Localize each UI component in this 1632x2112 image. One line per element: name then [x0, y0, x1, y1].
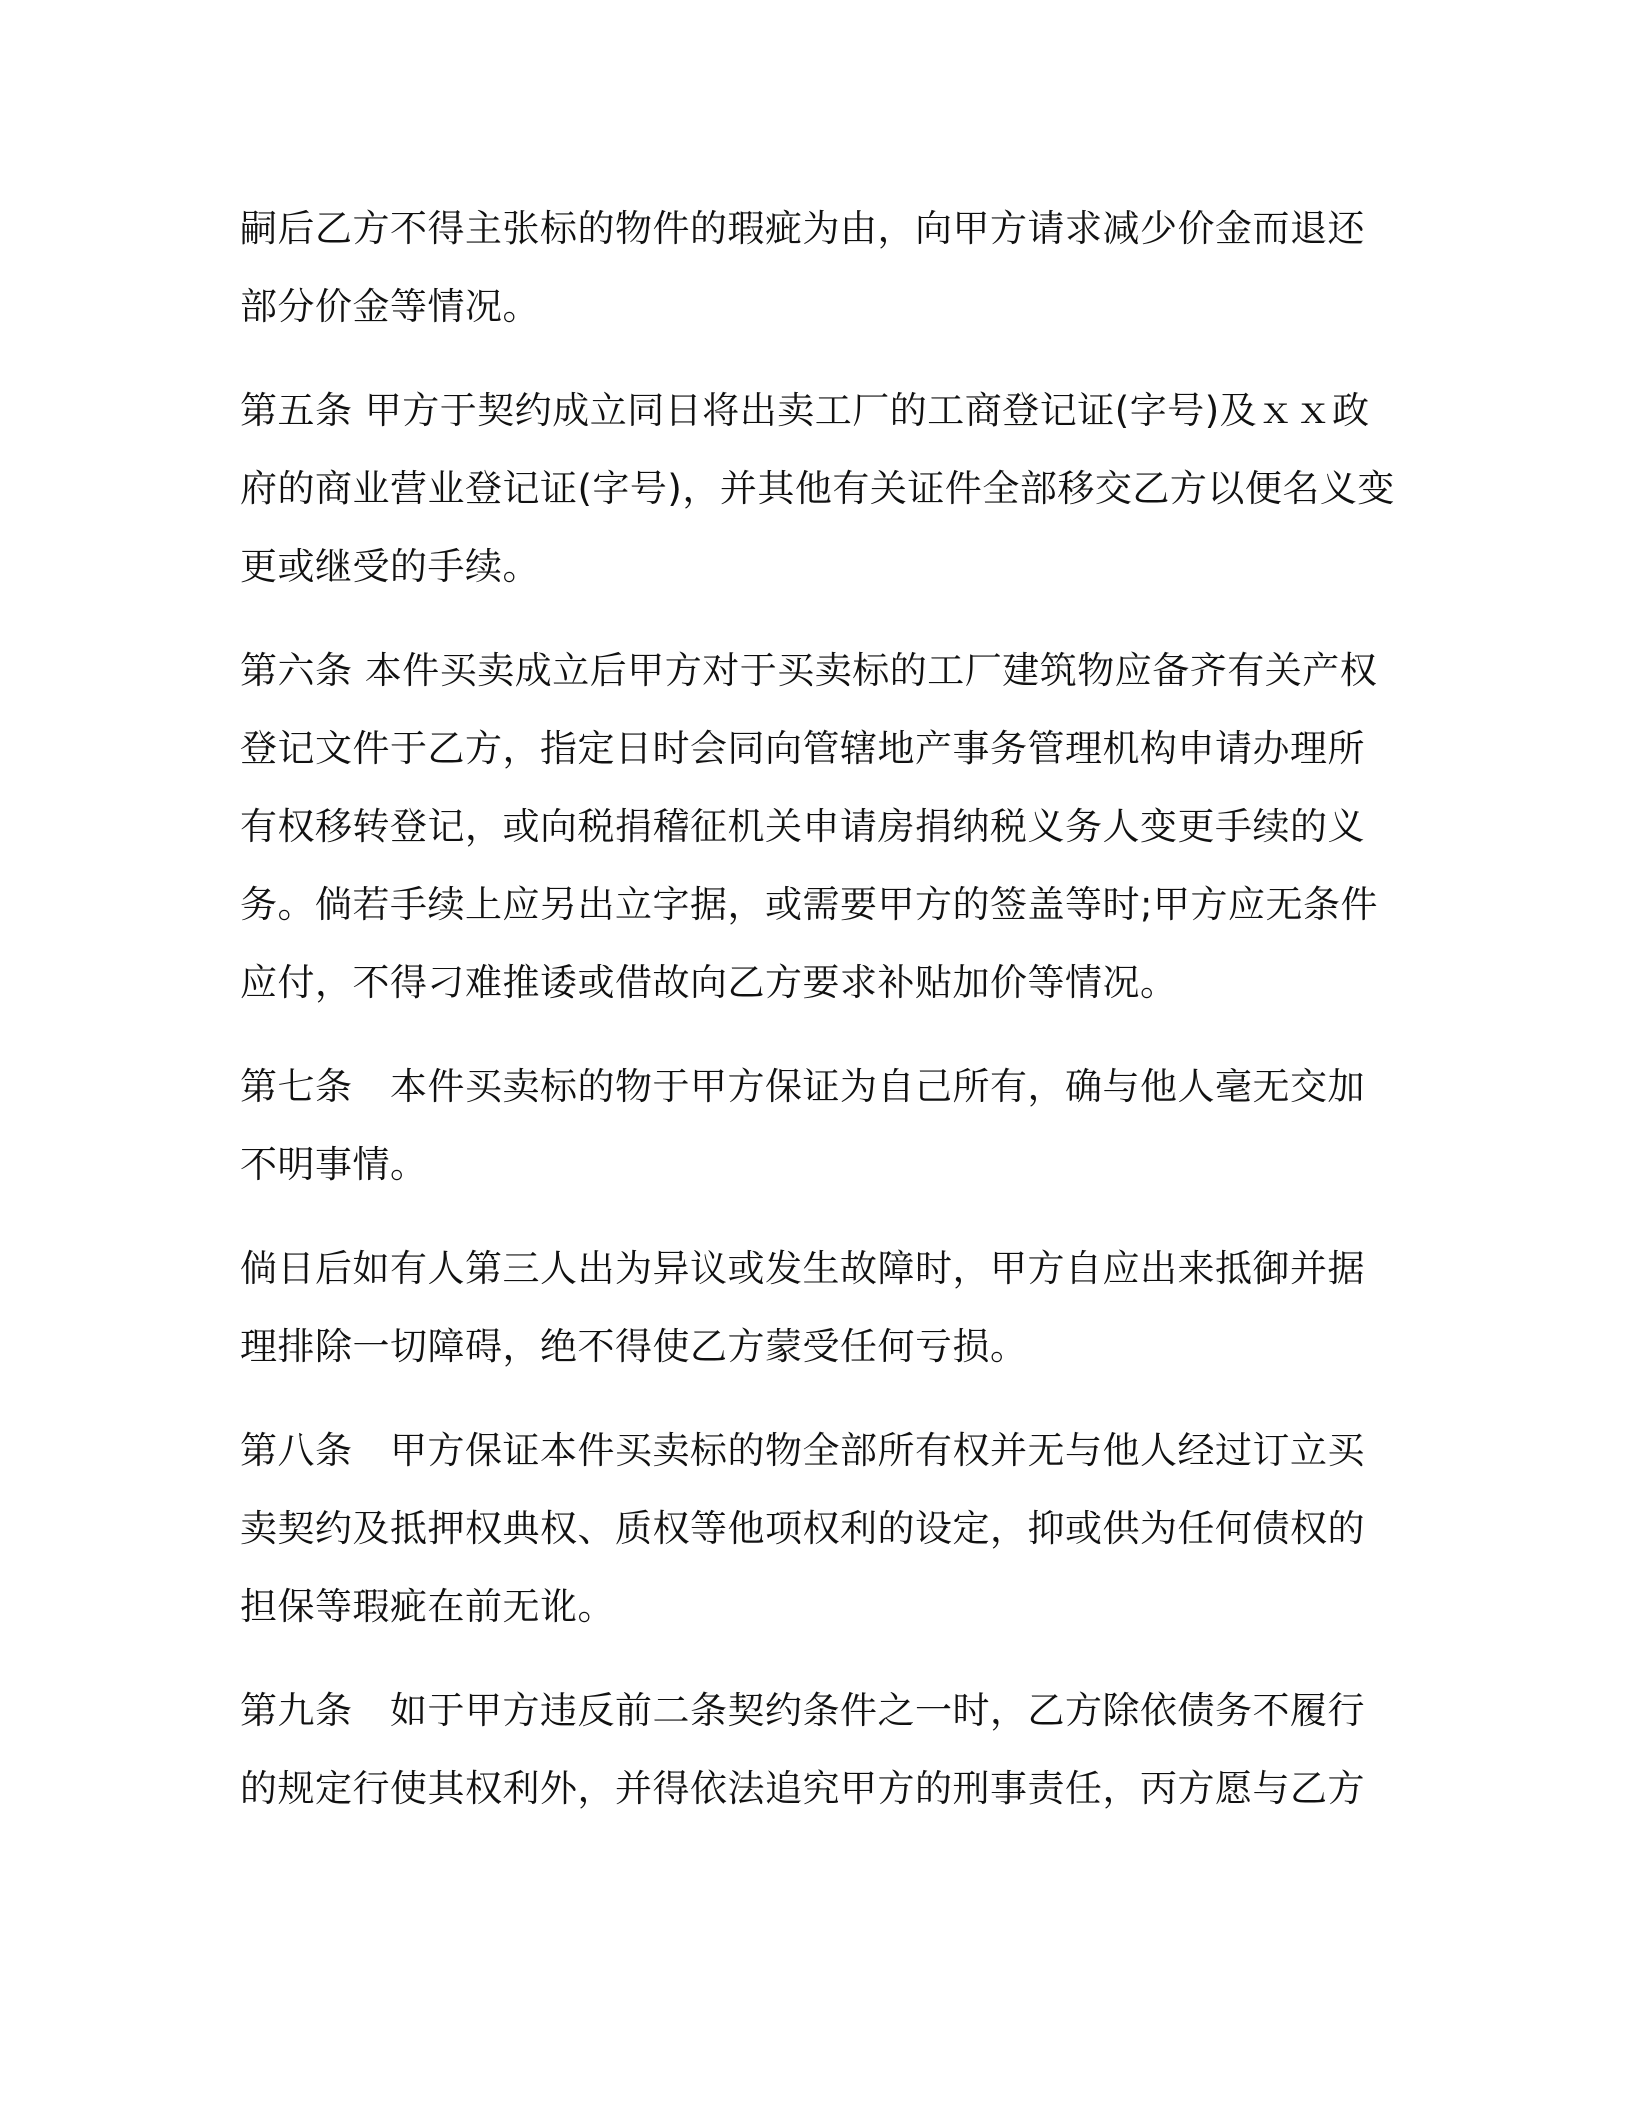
- paragraph-article-5: 第五条 甲方于契约成立同日将出卖工厂的工商登记证(字号)及ｘｘ政府的商业营业登记证(字号)，并其他有关证件全部移交乙方以便名义变更或继受的手续。: [240, 389, 1395, 588]
- paragraph-article-6: 第六条 本件买卖成立后甲方对于买卖标的工厂建筑物应备齐有关产权登记文件于乙方，指定日时会同向管辖地产事务管理机构申请办理所有权移转登记，或向税捐稽征机关申请房捐纳税义务人变更手续的义务。倘若手续上应另出立字据，或需要甲方的签盖等时;甲方应无条件应付，不得刁难推诿或借故向乙方要求补贴加价等情况。: [240, 649, 1378, 1004]
- document-body: [240, 190, 1400, 1854]
- paragraph-article-7: 第七条 本件买卖标的物于甲方保证为自己所有，确与他人毫无交加不明事情。: [240, 1065, 1365, 1186]
- paragraph-article-8: 第八条 甲方保证本件买卖标的物全部所有权并无与他人经过订立买卖契约及抵押权典权、质权等他项权利的设定，抑或供为任何债权的担保等瑕疵在前无讹。: [240, 1429, 1365, 1628]
- paragraph-article-9: 第九条 如于甲方违反前二条契约条件之一时，乙方除依债务不履行的规定行使其权利外，并得依法追究甲方的刑事责任，丙方愿与乙方: [240, 1689, 1365, 1810]
- paragraph-continuation: 嗣后乙方不得主张标的物件的瑕疵为由，向甲方请求减少价金而退还部分价金等情况。: [240, 207, 1365, 328]
- paragraph-article-7-continued: 倘日后如有人第三人出为异议或发生故障时，甲方自应出来抵御并据理排除一切障碍，绝不得使乙方蒙受任何亏损。: [240, 1247, 1365, 1368]
